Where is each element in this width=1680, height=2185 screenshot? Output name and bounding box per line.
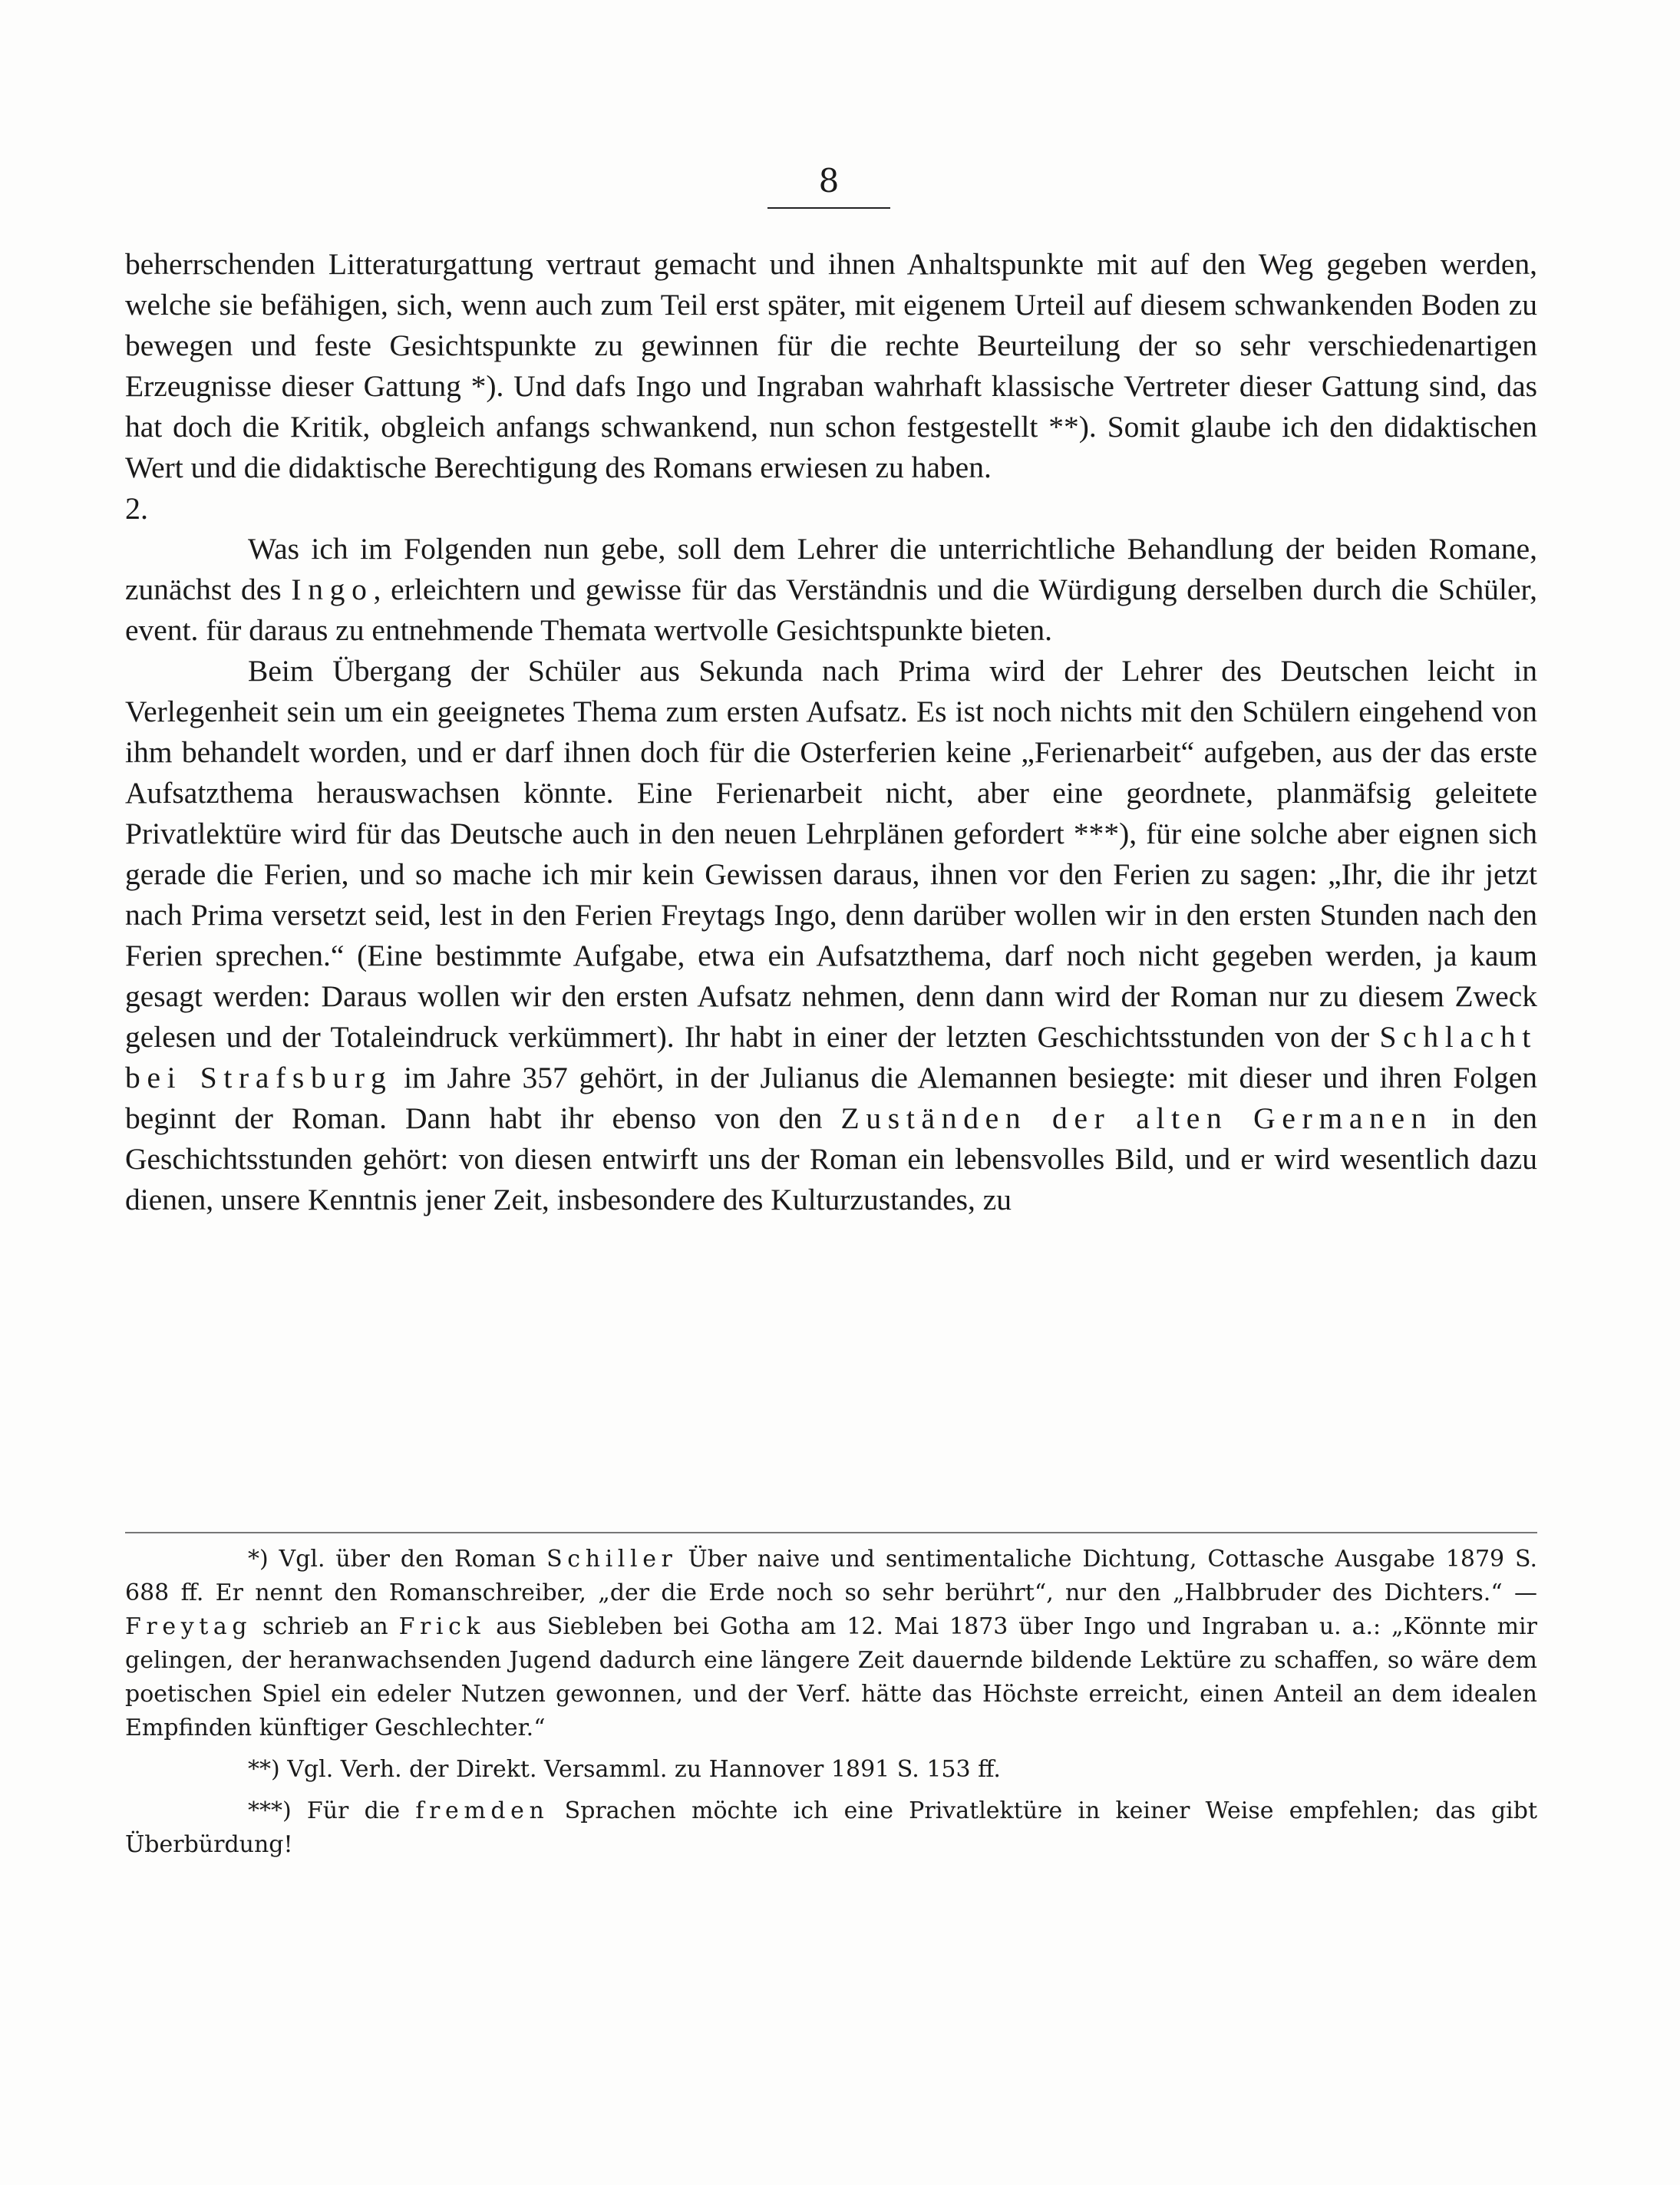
emphasis-ingo: Ingo [291, 573, 374, 606]
emphasis-schlacht: Schlacht bei Strafsburg [125, 1020, 1537, 1094]
paragraph-transition [125, 651, 1537, 1220]
footnote-1-text-b: Über naive und sentimentaliche Dichtung, Cottasche Ausgabe 1879 S. 688 ff. Er nennt den Romanschreiber, „der die Erde noch so sehr berührt“, nur den „Halbbruder des Dichters.“ — [125, 1546, 1537, 1606]
paragraph-transition-text-a: Beim Übergang der Schüler aus Sekunda nach Prima wird der Lehrer des Deutschen leicht in Verlegenheit sein um ein geeignetes Thema zum ersten Aufsatz. Es ist noch nichts mit den Schülern eingehend von ihm behandelt worden, und er darf ihnen doch für die Osterferien keine „Ferienarbeit“ aufgeben, aus der das erste Aufsatzthema herauswachsen könnte. Eine Ferienarbeit nicht, aber eine geordnete, planmäfsig geleitete Privatlektüre wird für das Deutsche auch in den neuen Lehrplänen gefordert ***), für eine solche aber eignen sich gerade die Ferien, und so mache ich mir kein Gewissen daraus, ihnen vor den Ferien zu sagen: „Ihr, die ihr jetzt nach Prima versetzt seid, lest in den Ferien Freytags Ingo, denn darüber wollen wir in den ersten Stunden nach den Ferien sprechen.“ (Eine bestimmte Aufgabe, etwa ein Aufsatzthema, darf noch nicht gegeben werden, ja kaum gesagt werden: Daraus wollen wir den ersten Aufsatz nehmen, denn dann wird der Roman nur zu diesem Zweck gelesen und der Totaleindruck verkümmert). Ihr habt in einer der letzten Geschichtsstunden von der [125, 654, 1537, 1054]
page-number-block [767, 161, 890, 209]
emphasis-schiller: Schiller [546, 1546, 678, 1573]
paragraph-intro [125, 529, 1537, 651]
emphasis-zustaende: Zuständen der alten Germanen [840, 1101, 1434, 1135]
footnote-1-text-c: schrieb an [252, 1613, 399, 1640]
paragraph-intro-text-b: , erleichtern und gewisse für das Verständnis und die Würdigung derselben durch die Schüler, event. für daraus zu entnehmende Themata wertvolle Gesichtspunkte bieten. [125, 573, 1537, 647]
footnote-3-text-a: ***) Für die [248, 1797, 416, 1824]
page-number-underline [767, 207, 890, 209]
footnote-2: **) Vgl. Verh. der Direkt. Versamml. zu Hannover 1891 S. 153 ff. [248, 1756, 1001, 1783]
footnote-1-text-d: aus Siebleben bei Gotha am 12. Mai 1873 über Ingo und Ingraban u. a.: „Könnte mir gelingen, der heranwachsenden Jugend dadurch eine längere Zeit dauernde bildende Lektüre zu schaffen, so wäre dem poetischen Spiel ein edeler Nutzen gewonnen, und der Verf. hätte das Höchste erreicht, einen Anteil an dem idealen Empfinden künftiger Geschlechter.“ [125, 1613, 1537, 1741]
section-number: 2. [125, 491, 148, 526]
main-text [125, 244, 1537, 1220]
emphasis-frick: Frick [398, 1613, 486, 1640]
footnote-3 [125, 1794, 1537, 1862]
footnote-1 [125, 1543, 1537, 1745]
page-number: 8 [818, 162, 840, 200]
paragraph-continuation: beherrschenden Litteraturgattung vertraut gemacht und ihnen Anhaltspunkte mit auf den Weg gegeben werden, welche sie befähigen, sich, wenn auch zum Teil erst später, mit eigenem Urteil auf diesem schwankenden Boden zu bewegen und feste Gesichtspunkte zu gewinnen für die rechte Beurteilung der so sehr verschiedenartigen Erzeugnisse dieser Gattung *). Und dafs Ingo und Ingraban wahrhaft klassische Vertreter dieser Gattung sind, das hat doch die Kritik, obgleich anfangs schwankend, nun schon festgestellt **). Somit glaube ich den didaktischen Wert und die didaktische Berechtigung des Romans erwiesen zu haben. [125, 247, 1537, 484]
footnote-separator [125, 1532, 1537, 1533]
footnote-3-text-b: Sprachen möchte ich eine Privatlektüre in keiner Weise empfehlen; das gibt Überbürdung! [125, 1797, 1538, 1858]
paragraph-transition-text-c: in den Geschichtsstunden gehört: von diesen entwirft uns der Roman ein lebensvolles Bild, und er wird wesentlich dazu dienen, unsere Kenntnis jener Zeit, insbesondere des Kulturzustandes, zu [125, 1101, 1537, 1216]
footnote-1-text-a: *) Vgl. über den Roman [248, 1546, 547, 1573]
paragraph-transition-text-b: im Jahre 357 gehört, in der Julianus die Alemannen besiegte: mit dieser und ihren Folgen beginnt der Roman. Dann habt ihr ebenso von den [125, 1061, 1538, 1135]
paragraph-intro-text-a: Was ich im Folgenden nun gebe, soll dem Lehrer die unterrichtliche Behandlung der beiden Romane, zunächst des [125, 532, 1537, 606]
footnotes [125, 1543, 1537, 1870]
emphasis-fremden: fremden [415, 1797, 550, 1824]
emphasis-freytag: Freytag [125, 1613, 252, 1640]
